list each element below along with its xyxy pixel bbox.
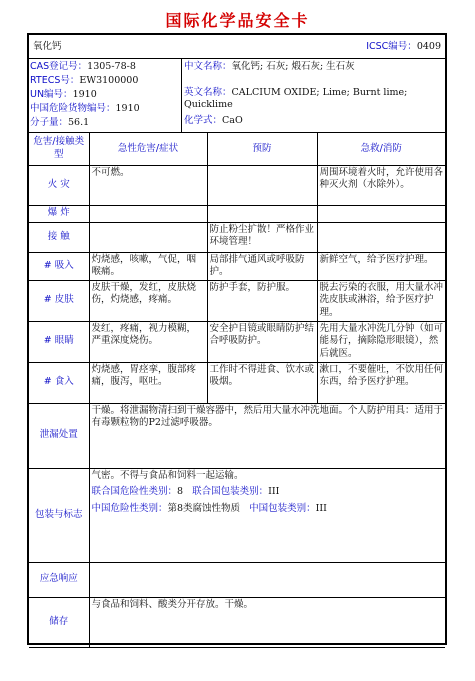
row-label: 火 灾 <box>29 165 89 205</box>
row-eyes <box>29 321 445 362</box>
header-prevent: 预防 <box>207 133 317 165</box>
row-storage <box>29 597 445 647</box>
prevent-cell: 工作时不得进食、饮水或吸烟。 <box>207 362 317 403</box>
row-skin <box>29 280 445 321</box>
header-row <box>29 133 445 165</box>
symptom-cell: 灼烧感，咳嗽，气促，咽喉痛。 <box>89 252 207 280</box>
symptom-cell: 不可燃。 <box>89 165 207 205</box>
storage-label: 储存 <box>29 597 89 647</box>
symptom-cell <box>89 205 207 222</box>
row-contact <box>29 222 445 252</box>
row-label: # 吸入 <box>29 252 89 280</box>
name-row <box>29 35 445 59</box>
rtecs-number: RTECS号：EW3100000 <box>30 75 139 86</box>
identifiers-section <box>29 59 445 133</box>
row-emergency <box>29 562 445 597</box>
firstaid-cell: 新鲜空气，给予医疗护理。 <box>317 252 445 280</box>
un-class: 联合国危险性类别：8 联合国包装类别：III <box>91 486 280 497</box>
firstaid-cell <box>317 205 445 222</box>
row-fire <box>29 165 445 205</box>
header-symptom: 急性危害/症状 <box>89 133 207 165</box>
packing-content <box>89 468 445 562</box>
prevent-cell: 防止粉尘扩散！严格作业环境管理！ <box>207 222 317 252</box>
cn-danger-number: 中国危险货物编号：1910 <box>30 103 140 114</box>
prevent-cell: 安全护目镜或眼睛防护结合呼吸防护。 <box>207 321 317 362</box>
row-leak <box>29 403 445 468</box>
firstaid-cell: 漱口，不要催吐，不饮用任何东西，给予医疗护理。 <box>317 362 445 403</box>
prevent-cell: 局部排气通风或呼吸防护。 <box>207 252 317 280</box>
header-hazard: 危害/接触类型 <box>29 133 89 165</box>
prevent-cell: 防护手套，防护服。 <box>207 280 317 321</box>
row-label: 接 触 <box>29 222 89 252</box>
symptom-cell <box>89 222 207 252</box>
leak-label: 泄漏处置 <box>29 403 89 468</box>
cn-name: 中文名称：氧化钙; 石灰; 煅石灰; 生石灰 <box>184 61 355 72</box>
firstaid-cell: 周围环境着火时，允许使用各种灭火剂（水除外）。 <box>317 165 445 205</box>
card-title: 国际化学品安全卡 <box>165 11 310 30</box>
row-label: # 皮肤 <box>29 280 89 321</box>
storage-text: 与食品和饲料、酸类分开存放。干燥。 <box>89 597 445 647</box>
symptom-cell: 皮肤干燥，发红，皮肤烧伤，灼烧感，疼痛。 <box>89 280 207 321</box>
hazard-table <box>29 133 445 648</box>
firstaid-cell <box>317 222 445 252</box>
firstaid-cell: 脱去污染的衣服，用大量水冲洗皮肤或淋浴，给予医疗护理。 <box>317 280 445 321</box>
safety-card <box>27 33 447 645</box>
row-ingestion <box>29 362 445 403</box>
row-packing <box>29 468 445 562</box>
emergency-text <box>89 562 445 597</box>
id-right <box>184 61 442 127</box>
leak-text: 干燥。将泄漏物清扫到干燥容器中，然后用大量水冲洗地面。个人防护用具：适用于有毒颗粒物的P2过滤呼吸器。 <box>89 403 445 468</box>
packing-label: 包装与标志 <box>29 468 89 562</box>
un-number: UN编号：1910 <box>30 89 97 100</box>
row-label: 爆 炸 <box>29 205 89 222</box>
id-left <box>30 61 180 129</box>
row-label: # 食入 <box>29 362 89 403</box>
firstaid-cell: 先用大量水冲洗几分钟（如可能易行，摘除隐形眼镜），然后就医。 <box>317 321 445 362</box>
packing-line1: 气密。不得与食品和饲料一起运输。 <box>91 469 244 481</box>
en-name: 英文名称：CALCIUM OXIDE; Lime; Burnt lime; Quicklime <box>184 87 408 110</box>
divider <box>181 59 182 132</box>
row-inhalation <box>29 252 445 280</box>
symptom-cell: 发红，疼痛，视力模糊，严重深度烧伤。 <box>89 321 207 362</box>
emergency-label: 应急响应 <box>29 562 89 597</box>
cn-class: 中国危险性类别：第8类腐蚀性物质 中国包装类别：III <box>91 502 327 514</box>
row-label: # 眼睛 <box>29 321 89 362</box>
cas-number: CAS登记号：1305-78-8 <box>30 61 136 72</box>
header-firstaid: 急救/消防 <box>317 133 445 165</box>
row-explosion <box>29 205 445 222</box>
symptom-cell: 灼烧感，胃痉挛，腹部疼痛，腹泻，呕吐。 <box>89 362 207 403</box>
formula: 化学式：CaO <box>184 115 243 126</box>
icsc-number: ICSC编号：0409 <box>366 41 441 52</box>
prevent-cell <box>207 205 317 222</box>
prevent-cell <box>207 165 317 205</box>
molecular-weight: 分子量：56.1 <box>30 117 90 128</box>
chemical-name: 氧化钙 <box>33 41 62 52</box>
